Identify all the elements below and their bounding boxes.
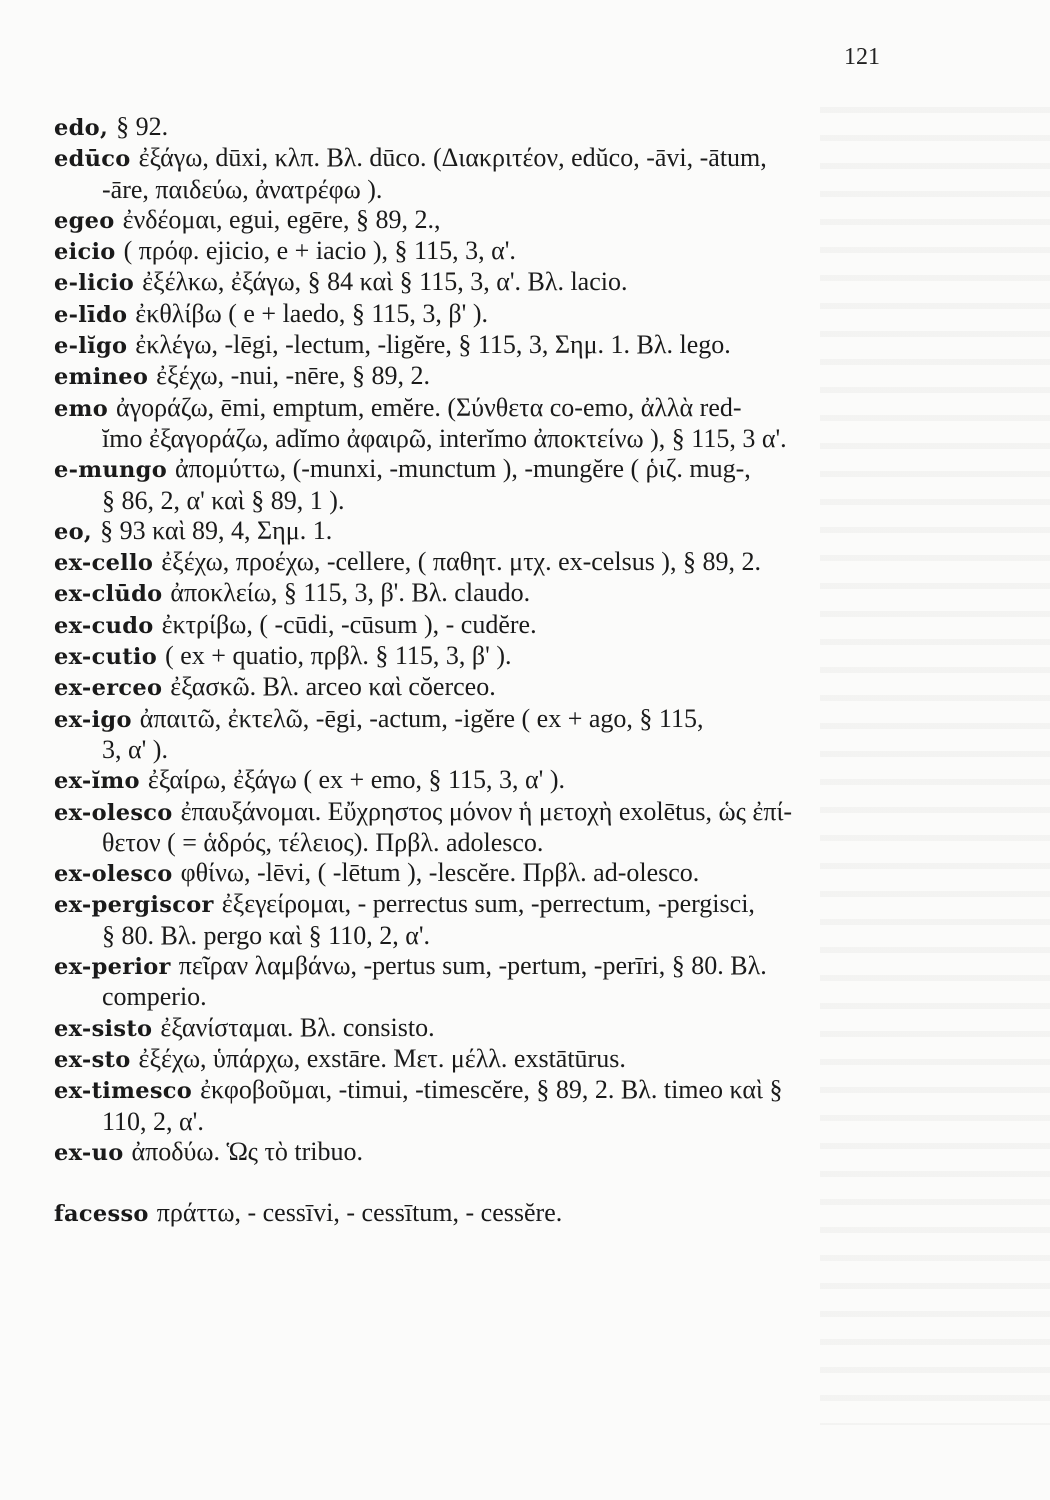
dictionary-entry — [54, 516, 914, 547]
entry-definition: ἐκτρίβω, ( -cūdi, -cūsum ), - cudĕre. — [161, 609, 537, 639]
entry-headword: ex-olesco — [54, 861, 173, 888]
entry-headword: ex-perior — [54, 954, 171, 981]
entry-headword: ex-cudo — [54, 612, 154, 639]
entry-headword: ex-pergiscor — [54, 892, 214, 919]
entry-definition: ἐξέχω, -nui, -nēre, § 89, 2. — [156, 361, 430, 391]
entry-headword: ex-clūdo — [54, 581, 163, 608]
entry-headword: ex-uo — [54, 1139, 124, 1166]
entry-headword: ex-sisto — [54, 1015, 153, 1042]
dictionary-entry — [54, 858, 914, 889]
dictionary-entry — [54, 330, 914, 361]
dictionary-entry — [54, 393, 914, 455]
dictionary-entry — [54, 1013, 914, 1044]
entry-headword: egeo — [54, 207, 115, 234]
entry-continuation: -āre, παιδεύω, ἀνατρέφω ). — [102, 174, 383, 204]
entry-headword: e-līdo — [54, 301, 128, 328]
entry-headword: ex-igo — [54, 706, 132, 733]
entry-headword: ex-cutio — [54, 644, 158, 671]
dictionary-entry — [54, 236, 914, 267]
dictionary-entry — [54, 672, 914, 703]
entry-definition: ἀγοράζω, ēmi, emptum, emĕre. (Σύνθετα co-emo, ἀλλὰ red- — [116, 392, 742, 422]
entry-definition: ἐκφοβοῦμαι, -timui, -timescĕre, § 89, 2. Βλ. timeo καὶ § — [200, 1075, 783, 1105]
entry-headword: ex-erceo — [54, 675, 163, 702]
entry-definition: ἐξεγείρομαι, - perrectus sum, -perrectum, -pergisci, — [221, 889, 755, 919]
entry-definition: ἐξάγω, dūxi, κλπ. Βλ. dūco. (Διακριτέον, edŭco, -āvi, -ātum, — [138, 143, 767, 173]
entry-headword: eicio — [54, 239, 116, 266]
entry-continuation: § 86, 2, α' καὶ § 89, 1 ). — [102, 485, 345, 515]
entry-definition: § 92. — [116, 112, 169, 141]
dictionary-entry — [54, 1044, 914, 1075]
dictionary-entry — [54, 112, 914, 143]
dictionary-entry — [54, 951, 914, 1013]
dictionary-entry — [54, 267, 914, 298]
entry-definition: ἐνδέομαι, egui, egēre, § 89, 2., — [122, 204, 441, 234]
entry-headword: ex-timesco — [54, 1078, 193, 1105]
dictionary-entry — [54, 547, 914, 578]
entry-headword: emo — [54, 395, 109, 422]
dictionary-entry — [54, 299, 914, 330]
entry-definition: ἐξασκῶ. Βλ. arceo καὶ cŏerceo. — [170, 672, 496, 702]
dictionary-entry — [54, 454, 914, 516]
entry-definition: ἀποδύω. Ὡς τὸ tribuo. — [131, 1136, 363, 1166]
letter-section-gap — [54, 1168, 914, 1198]
dictionary-entry — [54, 704, 914, 766]
entry-continuation: θετον ( = ἁδρός, τέλειος). Πρβλ. adolesco. — [102, 827, 544, 857]
dictionary-entry — [54, 889, 914, 951]
entry-headword: emineo — [54, 364, 149, 391]
dictionary-entry — [54, 143, 914, 205]
dictionary-entry — [54, 1075, 914, 1137]
entry-definition: ( ex + quatio, πρβλ. § 115, 3, β' ). — [165, 641, 512, 671]
entry-definition: ἐκλέγω, -lēgi, -lectum, -ligĕre, § 115, 3, Σημ. 1. Βλ. lego. — [135, 330, 731, 360]
entry-definition: ἀπομύττω, (-munxi, -munctum ), -mungĕre ( ῥιζ. mug-, — [175, 454, 751, 484]
entry-headword: e-lĭgo — [54, 333, 128, 360]
dictionary-entry — [54, 578, 914, 609]
entry-headword: edūco — [54, 146, 131, 173]
entry-definition: ἐξέλκω, ἐξάγω, § 84 καὶ § 115, 3, α'. Βλ. lacio. — [142, 267, 628, 297]
entry-definition: ἐξαίρω, ἐξάγω ( ex + emo, § 115, 3, α' ). — [147, 765, 565, 795]
entry-definition: ( πρόφ. ejicio, e + iacio ), § 115, 3, α'. — [123, 236, 516, 266]
entry-continuation: 3, α' ). — [102, 734, 168, 764]
page-number: 121 — [844, 44, 880, 70]
entry-definition: ἀποκλείω, § 115, 3, β'. Βλ. claudo. — [170, 578, 531, 608]
dictionary-entry — [54, 610, 914, 641]
entry-headword: ex-cello — [54, 550, 154, 577]
entry-definition: πεῖραν λαμβάνω, -pertus sum, -pertum, -perīri, § 80. Βλ. — [178, 951, 767, 981]
entry-definition: πράττω, - cessīvi, - cessītum, - cessĕre. — [156, 1198, 563, 1228]
entry-definition: ἐπαυξάνομαι. Εὔχρηστος μόνον ἡ μετοχὴ exolētus, ὡς ἐπί- — [180, 796, 793, 826]
entry-continuation: ĭmo ἐξαγοράζω, adĭmo ἀφαιρῶ, interĭmo ἀποκτείνω ), § 115, 3 α'. — [102, 423, 787, 453]
entry-headword: ex-olesco — [54, 799, 173, 826]
entry-headword: ex-ĭmo — [54, 768, 140, 795]
entry-headword: e-licio — [54, 270, 135, 297]
entry-continuation: comperio. — [102, 982, 207, 1012]
dictionary-entry — [54, 1137, 914, 1168]
entry-headword: edo, — [54, 115, 109, 141]
entry-definition: ἐξέχω, προέχω, -cellere, ( παθητ. μτχ. ex-celsus ), § 89, 2. — [161, 547, 761, 577]
entry-headword: ex-sto — [54, 1046, 131, 1073]
dictionary-entry — [54, 641, 914, 672]
entry-definition: ἐξανίσταμαι. Βλ. consisto. — [160, 1012, 435, 1042]
entry-definition: ἐξέχω, ὑπάρχω, exstāre. Μετ. μέλλ. exstātūrus. — [138, 1043, 626, 1073]
entry-headword: e-mungo — [54, 457, 168, 484]
dictionary-entries — [54, 112, 914, 1229]
entry-continuation: § 80. Βλ. pergo καὶ § 110, 2, α'. — [102, 920, 431, 950]
dictionary-entry — [54, 1198, 914, 1229]
entry-headword: eo, — [54, 518, 93, 545]
dictionary-entry — [54, 797, 914, 859]
entry-definition: ἐκθλίβω ( e + laedo, § 115, 3, β' ). — [135, 298, 488, 328]
dictionary-entry — [54, 205, 914, 236]
dictionary-entry — [54, 361, 914, 392]
entry-definition: φθίνω, -lēvi, ( -lētum ), -lescĕre. Πρβλ. ad-olesco. — [180, 858, 700, 888]
entry-definition: § 93 καὶ 89, 4, Σημ. 1. — [100, 515, 333, 545]
entry-definition: ἀπαιτῶ, ἐκτελῶ, -ēgi, -actum, -igĕre ( ex + ago, § 115, — [139, 703, 704, 733]
entry-continuation: 110, 2, α'. — [102, 1106, 204, 1136]
dictionary-entry — [54, 765, 914, 796]
entry-headword: facesso — [54, 1201, 149, 1228]
